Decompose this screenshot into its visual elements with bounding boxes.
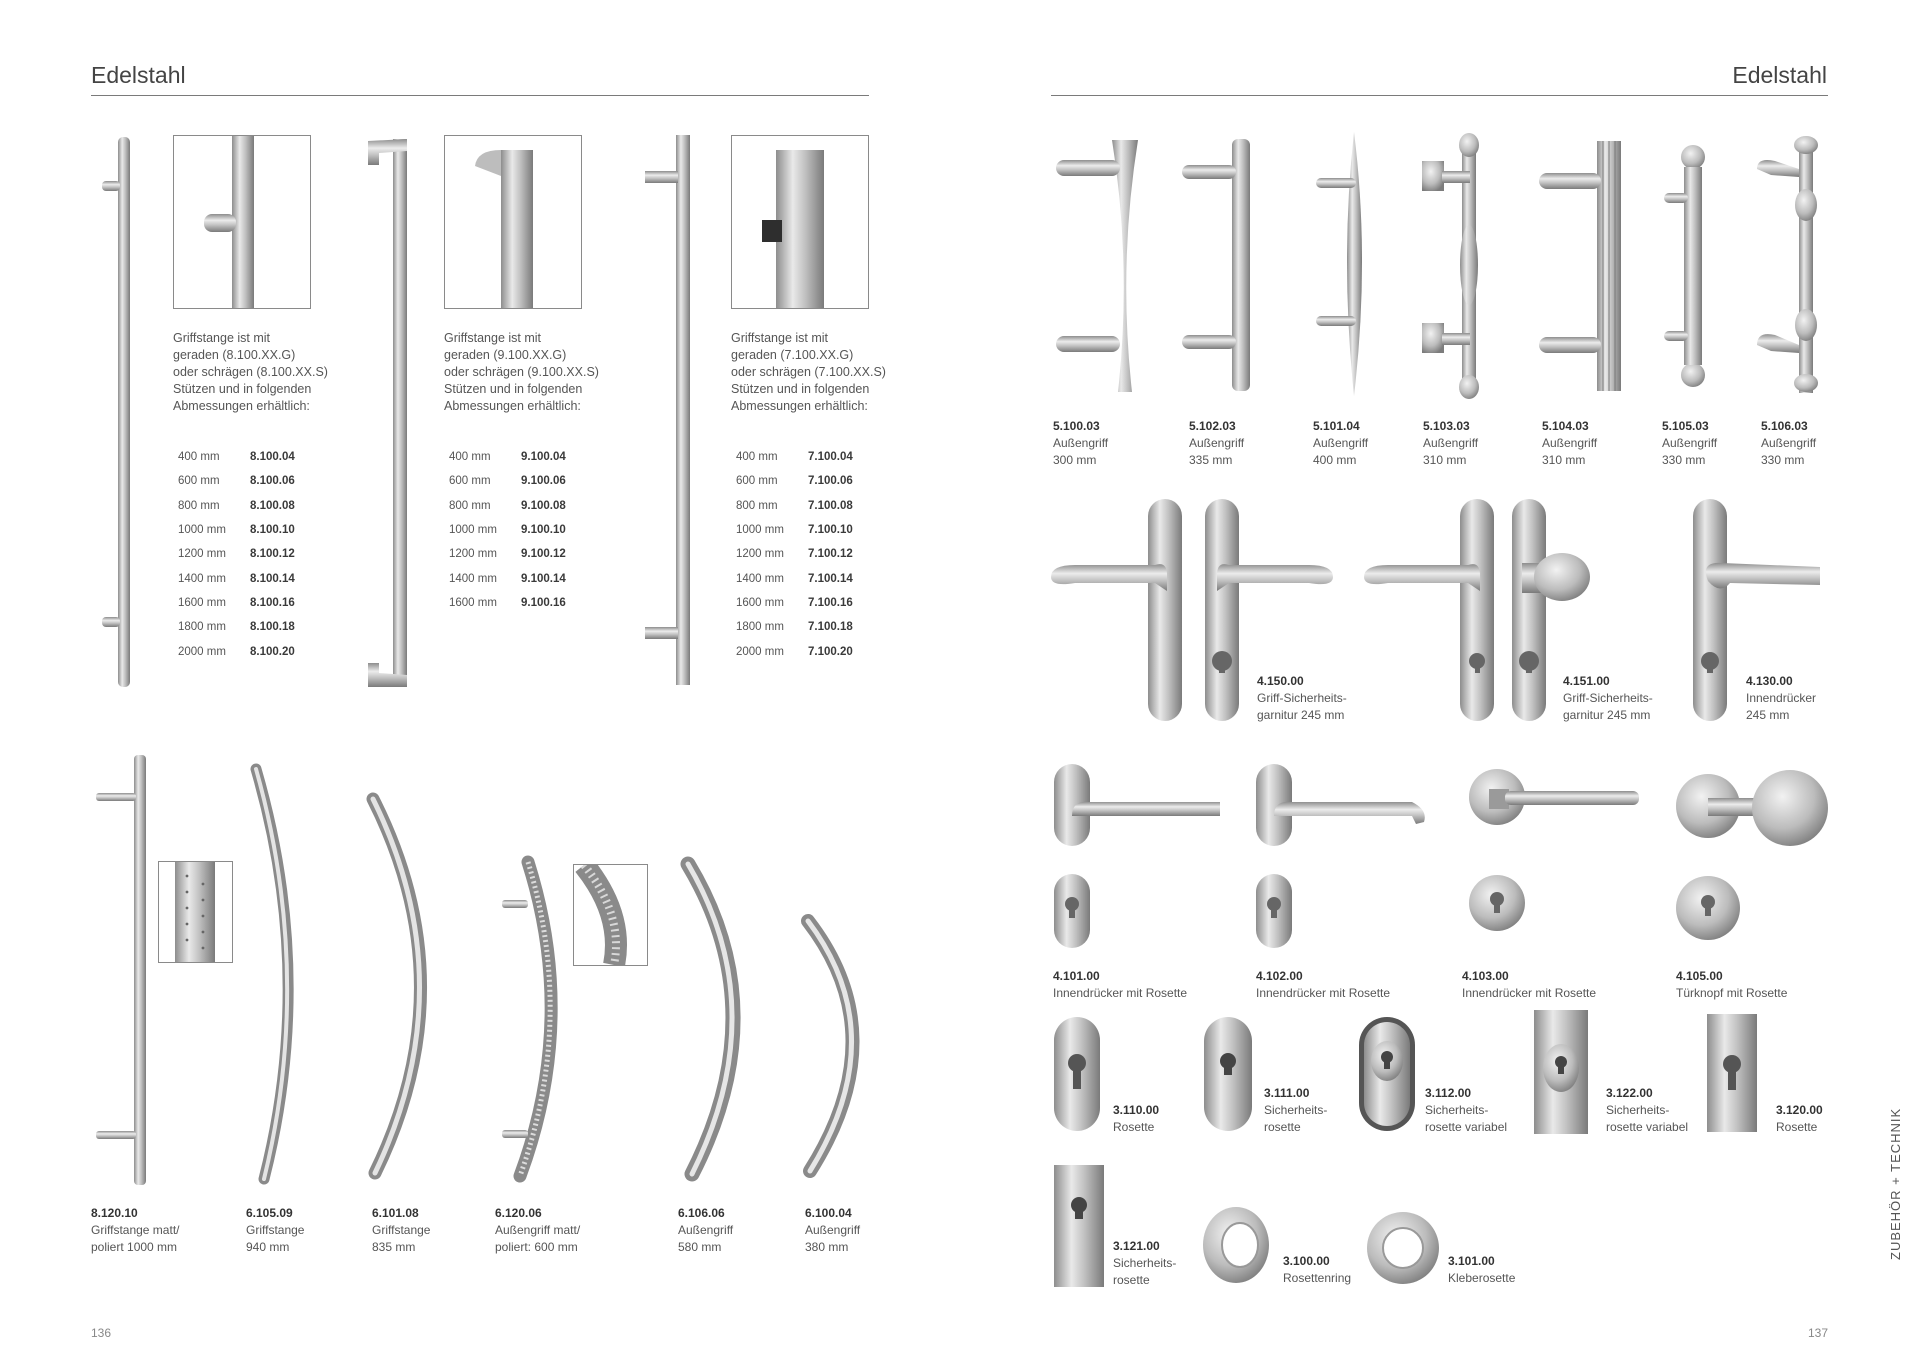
caption-5-103-03: 5.103.03 Außengriff 310 mm [1423, 419, 1479, 467]
caption-4-101-00: 4.101.00 Innendrücker mit Rosette [1053, 969, 1188, 1000]
length-cell: 600 mm [178, 475, 220, 488]
article-number-cell: 7.100.20 [808, 645, 853, 658]
dimension-row [173, 566, 295, 590]
caption-4-103-00: 4.103.00 Innendrücker mit Rosette [1462, 969, 1597, 1000]
curved-bar-6-105-09-image [250, 765, 310, 1185]
flat-grab-bar-image [365, 135, 415, 690]
dimension-row [444, 591, 566, 615]
dimension-row [173, 445, 295, 469]
dimension-row [173, 542, 295, 566]
side-section-label: ZUBEHÖR + TECHNIK [1888, 1107, 1903, 1260]
bar-3-dimension-table [731, 445, 853, 664]
bar-2-dimension-table [444, 445, 566, 615]
right-page-number: 137 [1808, 1326, 1829, 1340]
caption-4-130-00: 4.130.00 Innendrücker 245 mm [1746, 674, 1817, 722]
dimension-row [173, 469, 295, 493]
dimension-row [731, 469, 853, 493]
caption-4-150-00: 4.150.00 Griff-Sicherheits- garnitur 245 mm [1257, 674, 1347, 722]
lever-4-101-00-image [1050, 760, 1225, 950]
dimension-row [173, 615, 295, 639]
caption-6-100-04: 6.100.04 Außengriff 380 mm [805, 1206, 861, 1254]
caption-5-100-03: 5.100.03 Außengriff 300 mm [1053, 419, 1109, 467]
adhesive-rosette-3-101-00-image [1365, 1210, 1443, 1288]
article-number-cell: 8.100.14 [250, 572, 295, 585]
dimension-row [173, 591, 295, 615]
dimension-row [444, 445, 566, 469]
caption-4-105-00: 4.105.00 Türknopf mit Rosette [1676, 969, 1788, 1000]
dimension-row [444, 542, 566, 566]
rosette-3-122-00-image [1532, 1008, 1592, 1136]
length-cell: 1000 mm [449, 524, 497, 537]
caption-5-101-04: 5.101.04 Außengriff 400 mm [1313, 419, 1369, 467]
caption-6-105-09: 6.105.09 Griffstange 940 mm [246, 1206, 305, 1254]
curved-bar-6-101-08-image [367, 795, 447, 1180]
article-number-cell: 8.100.10 [250, 524, 295, 537]
caption-3-112-00: 3.112.00 Sicherheits- rosette variabel [1425, 1086, 1508, 1134]
article-number-cell: 8.100.12 [250, 548, 295, 561]
length-cell: 400 mm [736, 451, 778, 464]
pull-handle-5-100-03-image [1052, 130, 1152, 400]
article-number-cell: 8.100.18 [250, 621, 295, 634]
article-number-cell: 8.100.06 [250, 475, 295, 488]
caption-8-120-10: 8.120.10 Griffstange matt/ poliert 1000 mm [91, 1206, 180, 1254]
dimension-row [173, 639, 295, 663]
caption-5-102-03: 5.102.03 Außengriff 335 mm [1189, 419, 1245, 467]
left-page-number: 136 [91, 1326, 112, 1340]
dimension-row [173, 494, 295, 518]
length-cell: 1400 mm [449, 572, 497, 585]
length-cell: 400 mm [449, 451, 491, 464]
length-cell: 1600 mm [178, 596, 226, 609]
article-number-cell: 9.100.16 [521, 596, 566, 609]
curved-grip-6-100-04-image [800, 915, 870, 1180]
length-cell: 400 mm [178, 451, 220, 464]
dimension-row [731, 518, 853, 542]
length-cell: 600 mm [736, 475, 778, 488]
caption-3-122-00: 3.122.00 Sicherheits- rosette variabel [1606, 1086, 1689, 1134]
length-cell: 1800 mm [736, 621, 784, 634]
article-number-cell: 7.100.08 [808, 499, 853, 512]
curved-grip-6-120-06-image [500, 860, 570, 1180]
pull-handle-5-101-04-image [1310, 130, 1390, 398]
article-number-cell: 8.100.04 [250, 451, 295, 464]
dimension-row [731, 615, 853, 639]
length-cell: 1200 mm [449, 548, 497, 561]
caption-4-102-00: 4.102.00 Innendrücker mit Rosette [1256, 969, 1391, 1000]
dimension-row [444, 566, 566, 590]
caption-5-105-03: 5.105.03 Außengriff 330 mm [1662, 419, 1718, 467]
curved-grip-detail-frame [573, 864, 648, 966]
caption-6-120-06: 6.120.06 Außengriff matt/ poliert: 600 mm [495, 1206, 581, 1254]
round-grab-bar-image [98, 135, 138, 690]
article-number-cell: 9.100.14 [521, 572, 566, 585]
curved-grip-6-106-06-image [680, 860, 750, 1180]
left-header-rule [91, 95, 869, 96]
textured-bar-8-120-10-image [92, 755, 162, 1187]
square-bar-detail-frame [731, 135, 869, 309]
caption-3-101-00: 3.101.00 Kleberosette [1448, 1254, 1516, 1285]
length-cell: 1200 mm [736, 548, 784, 561]
dimension-row [731, 494, 853, 518]
caption-6-101-08: 6.101.08 Griffstange 835 mm [372, 1206, 431, 1254]
textured-bar-detail-frame [158, 861, 233, 963]
rosette-ring-3-100-00-image [1200, 1205, 1274, 1287]
article-number-cell: 7.100.12 [808, 548, 853, 561]
dimension-row [444, 518, 566, 542]
dimension-row [731, 566, 853, 590]
length-cell: 800 mm [449, 499, 491, 512]
length-cell: 1800 mm [178, 621, 226, 634]
length-cell: 1600 mm [736, 596, 784, 609]
dimension-row [731, 639, 853, 663]
article-number-cell: 7.100.18 [808, 621, 853, 634]
length-cell: 2000 mm [736, 645, 784, 658]
length-cell: 1400 mm [736, 572, 784, 585]
pull-handle-5-103-03-image [1420, 135, 1500, 397]
rosette-3-121-00-image [1052, 1163, 1106, 1291]
dimension-row [444, 494, 566, 518]
length-cell: 2000 mm [178, 645, 226, 658]
flat-bar-detail-frame [444, 135, 582, 309]
pull-handle-5-105-03-image [1660, 135, 1730, 397]
caption-5-106-03: 5.106.03 Außengriff 330 mm [1761, 419, 1817, 467]
article-number-cell: 8.100.08 [250, 499, 295, 512]
length-cell: 800 mm [178, 499, 220, 512]
article-number-cell: 9.100.08 [521, 499, 566, 512]
dimension-row [731, 591, 853, 615]
pull-handle-5-106-03-image [1755, 135, 1835, 397]
length-cell: 1000 mm [178, 524, 226, 537]
rosette-3-110-00-image [1052, 1015, 1104, 1135]
caption-4-151-00: 4.151.00 Griff-Sicherheits- garnitur 245 mm [1563, 674, 1653, 722]
caption-3-110-00: 3.110.00 Rosette [1113, 1103, 1160, 1134]
article-number-cell: 7.100.04 [808, 451, 853, 464]
square-grab-bar-image [643, 135, 693, 690]
article-number-cell: 7.100.14 [808, 572, 853, 585]
caption-3-121-00: 3.121.00 Sicherheits- rosette [1113, 1239, 1177, 1287]
article-number-cell: 8.100.20 [250, 645, 295, 658]
article-number-cell: 7.100.16 [808, 596, 853, 609]
length-cell: 1200 mm [178, 548, 226, 561]
article-number-cell: 9.100.04 [521, 451, 566, 464]
caption-6-106-06: 6.106.06 Außengriff 580 mm [678, 1206, 734, 1254]
bar-1-description: Griffstange ist mit geraden (8.100.XX.G) oder schrägen (8.100.XX.S) Stützen und in folgenden Abmessungen erhältlich: [173, 331, 328, 413]
length-cell: 800 mm [736, 499, 778, 512]
length-cell: 1000 mm [736, 524, 784, 537]
bar-2-description: Griffstange ist mit geraden (9.100.XX.G) oder schrägen (9.100.XX.S) Stützen und in folgenden Abmessungen erhältlich: [444, 331, 599, 413]
article-number-cell: 9.100.12 [521, 548, 566, 561]
article-number-cell: 9.100.10 [521, 524, 566, 537]
dimension-row [444, 469, 566, 493]
article-number-cell: 7.100.06 [808, 475, 853, 488]
caption-3-120-00: 3.120.00 Rosette [1776, 1103, 1823, 1134]
rosette-3-120-00-image [1705, 1012, 1761, 1136]
lever-4-103-00-image [1465, 765, 1645, 950]
article-number-cell: 9.100.06 [521, 475, 566, 488]
right-header-rule [1051, 95, 1828, 96]
article-number-cell: 7.100.10 [808, 524, 853, 537]
lever-4-102-00-image [1252, 760, 1432, 950]
pull-handle-5-104-03-image [1535, 135, 1635, 397]
rosette-3-111-00-image [1202, 1015, 1257, 1135]
left-page-title: Edelstahl [91, 62, 186, 88]
rosette-3-112-00-image [1357, 1015, 1419, 1135]
article-number-cell: 8.100.16 [250, 596, 295, 609]
caption-3-100-00: 3.100.00 Rosettenring [1283, 1254, 1352, 1285]
knob-4-105-00-image [1673, 768, 1833, 950]
caption-3-111-00: 3.111.00 Sicherheits- rosette [1264, 1086, 1328, 1134]
round-bar-detail-frame [173, 135, 311, 309]
length-cell: 1400 mm [178, 572, 226, 585]
length-cell: 600 mm [449, 475, 491, 488]
right-page-title: Edelstahl [1732, 62, 1827, 88]
dimension-row [173, 518, 295, 542]
dimension-row [731, 542, 853, 566]
bar-3-description: Griffstange ist mit geraden (7.100.XX.G) oder schrägen (7.100.XX.S) Stützen und in folgenden Abmessungen erhältlich: [731, 331, 886, 413]
caption-5-104-03: 5.104.03 Außengriff 310 mm [1542, 419, 1598, 467]
pull-handle-5-102-03-image [1180, 135, 1260, 395]
dimension-row [731, 445, 853, 469]
length-cell: 1600 mm [449, 596, 497, 609]
bar-1-dimension-table [173, 445, 295, 664]
